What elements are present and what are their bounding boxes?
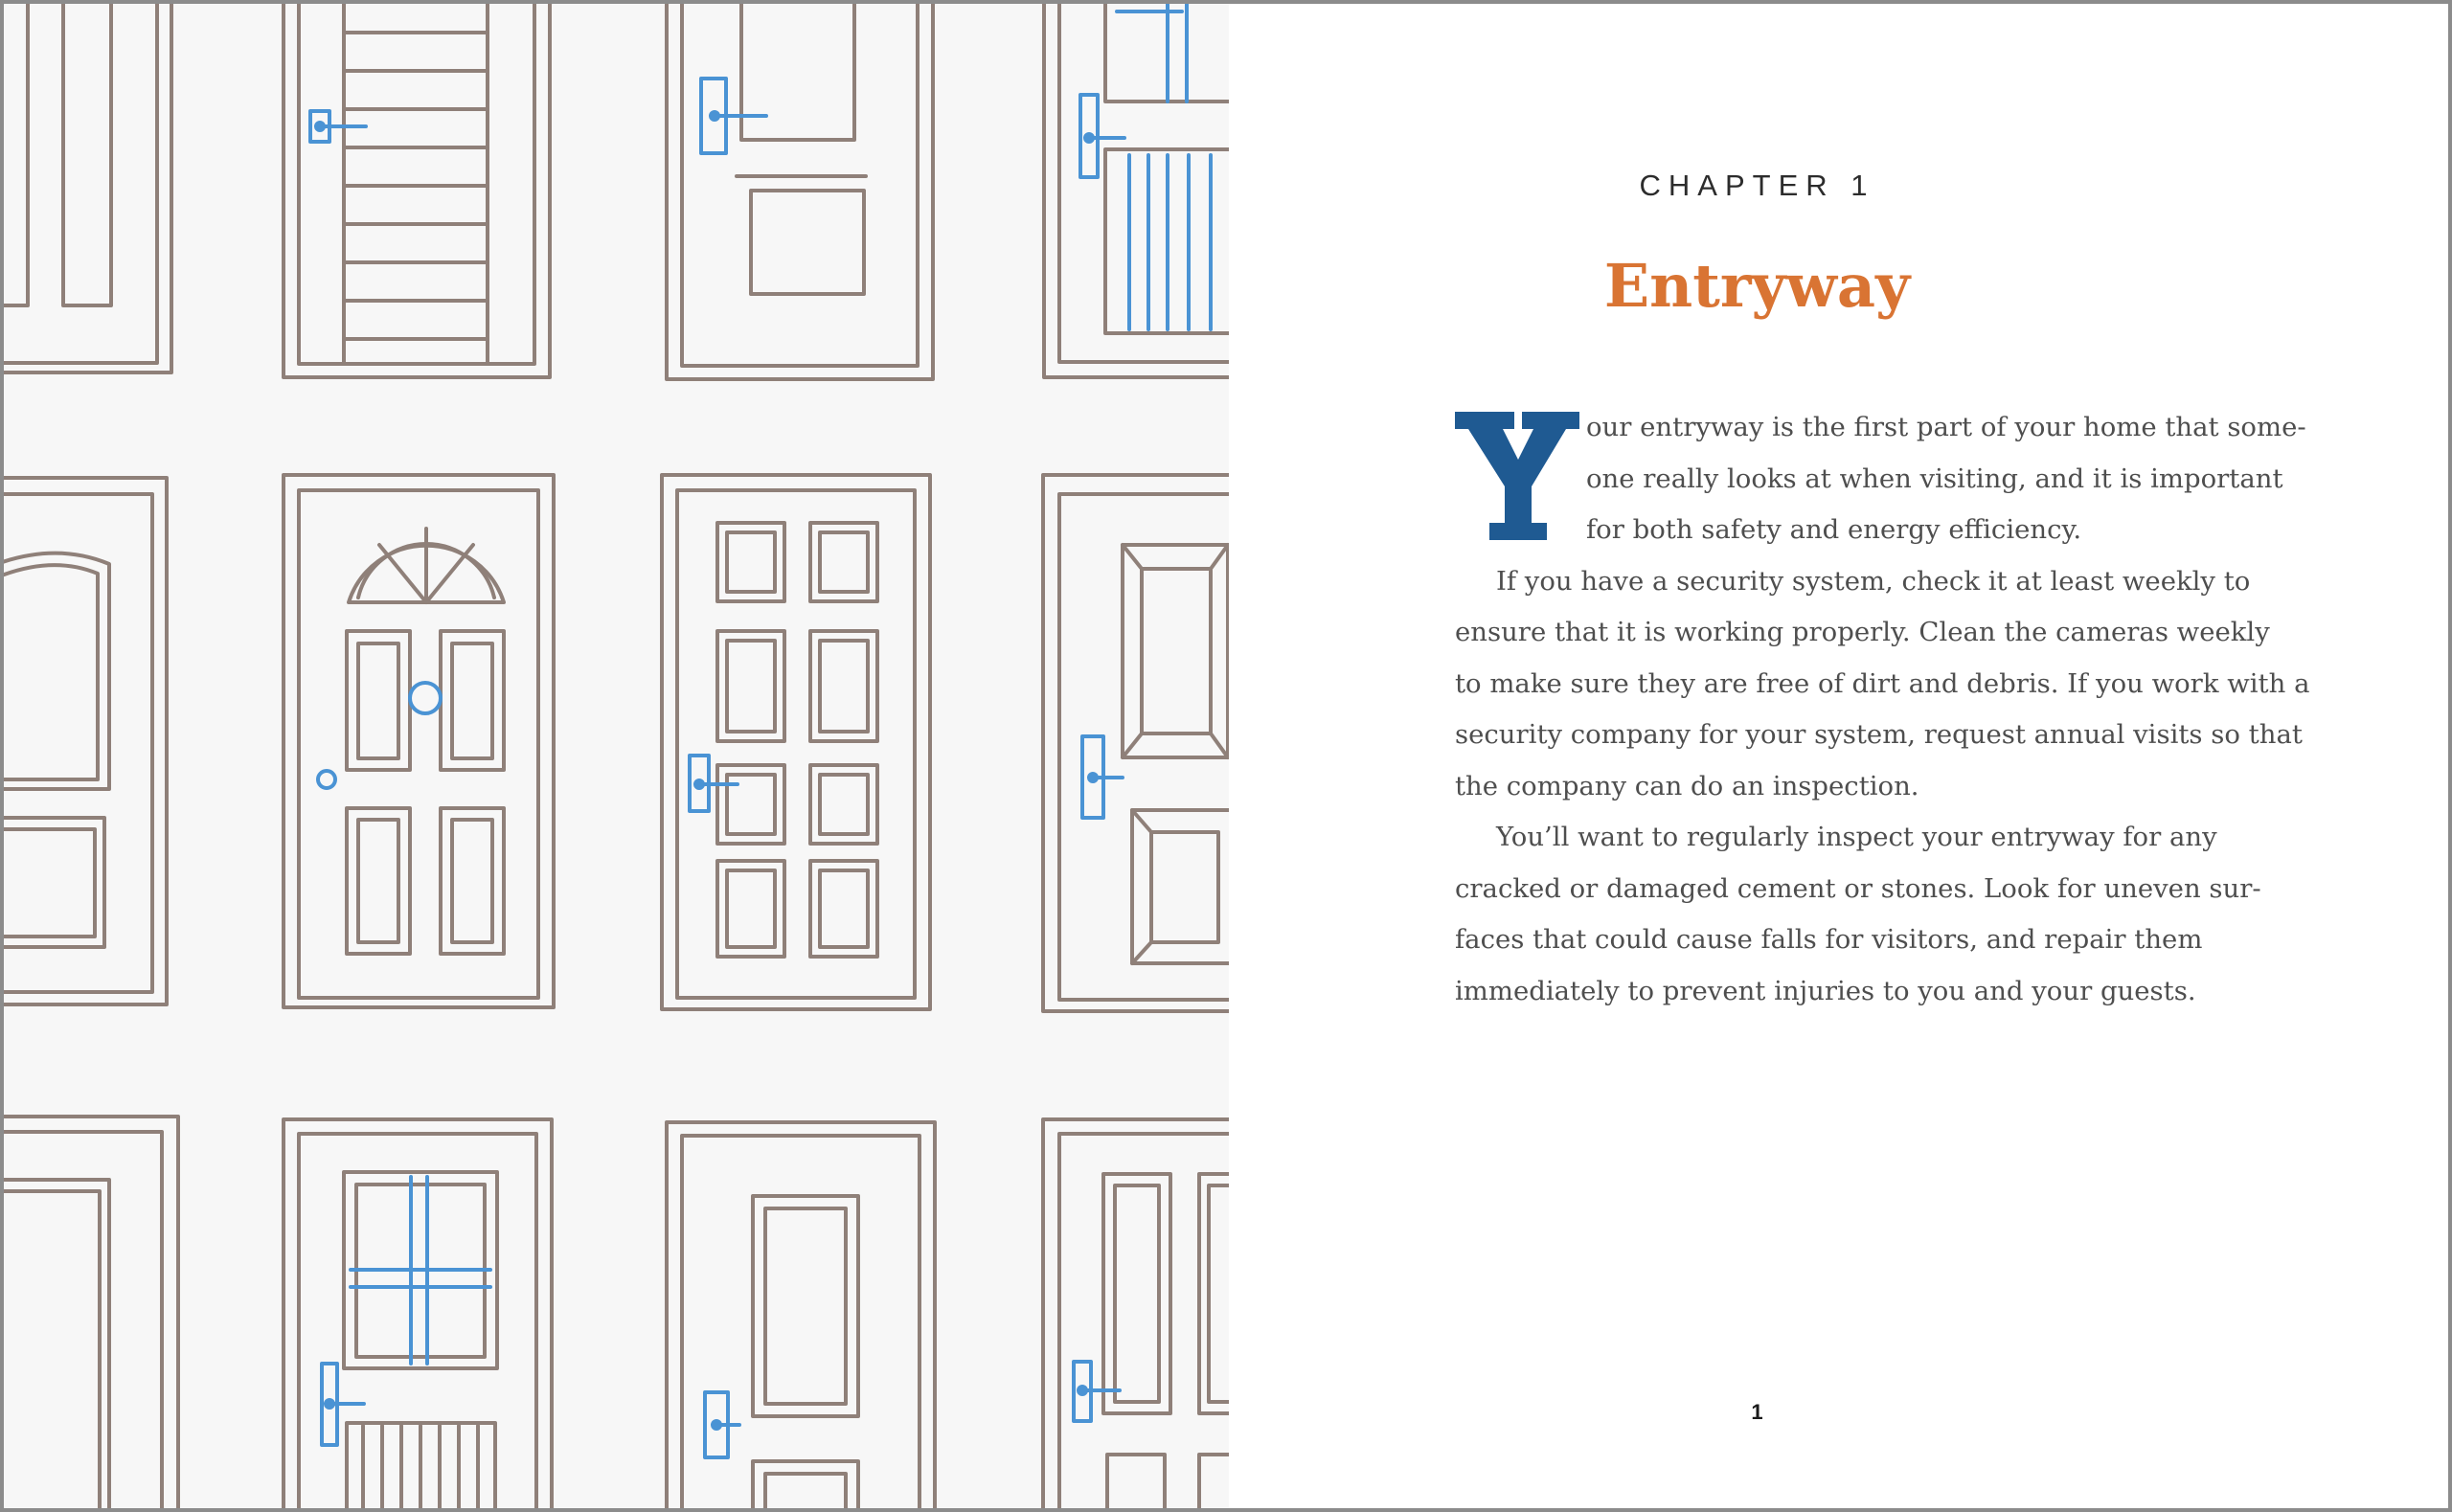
text-line: one really looks at when visiting, and it is important — [1586, 463, 2283, 494]
text-line: If you have a security system, check it at least weekly to — [1496, 565, 2251, 597]
text-line: security company for your system, request annual visits so that — [1455, 719, 2303, 750]
text-line: ensure that it is working properly. Clean the cameras weekly — [1455, 617, 2270, 647]
text-line: for both safety and energy efficiency. — [1586, 514, 2082, 545]
door-row3-col0 — [4, 1117, 178, 1512]
page-number: 1 — [1751, 1400, 1763, 1424]
door-row3-col1 — [284, 1119, 552, 1512]
door-row3-col2 — [667, 1122, 935, 1512]
door-row2-col1 — [284, 475, 554, 1007]
chapter-label: CHAPTER 1 — [1639, 169, 1875, 202]
text-line: immediately to prevent injuries to you and your guests. — [1455, 975, 2196, 1006]
door-row1-col3 — [1044, 4, 1229, 377]
text-line: faces that could cause falls for visitors, and repair them — [1455, 924, 2203, 955]
doors-illustration — [4, 4, 1229, 1512]
door-row1-col2 — [667, 4, 933, 379]
text-line: the company can do an inspection. — [1455, 770, 1919, 801]
door-row2-col3 — [1043, 475, 1229, 1011]
text-page — [1229, 4, 2452, 1512]
paragraph-3 — [1455, 812, 2261, 1017]
paragraph-2 — [1455, 556, 2310, 813]
text-line: You’ll want to regularly inspect your entryway for any — [1496, 822, 2217, 852]
door-row2-col2 — [662, 475, 930, 1009]
text-line: to make sure they are free of dirt and debris. If you work with a — [1455, 667, 2310, 699]
door-row2-col0 — [4, 478, 167, 1004]
door-illustration-page — [4, 4, 1229, 1512]
text-line: our entryway is the first part of your home that some- — [1586, 412, 2306, 442]
door-row3-col3 — [1043, 1119, 1229, 1512]
door-row1-col1 — [284, 4, 550, 377]
body-text — [1455, 402, 2310, 1017]
paragraph-1 — [1455, 402, 2306, 556]
chapter-title: Entryway — [1603, 251, 1911, 321]
text-line: cracked or damaged cement or stones. Look for uneven sur- — [1455, 872, 2261, 904]
door-row1-col0 — [4, 4, 171, 372]
